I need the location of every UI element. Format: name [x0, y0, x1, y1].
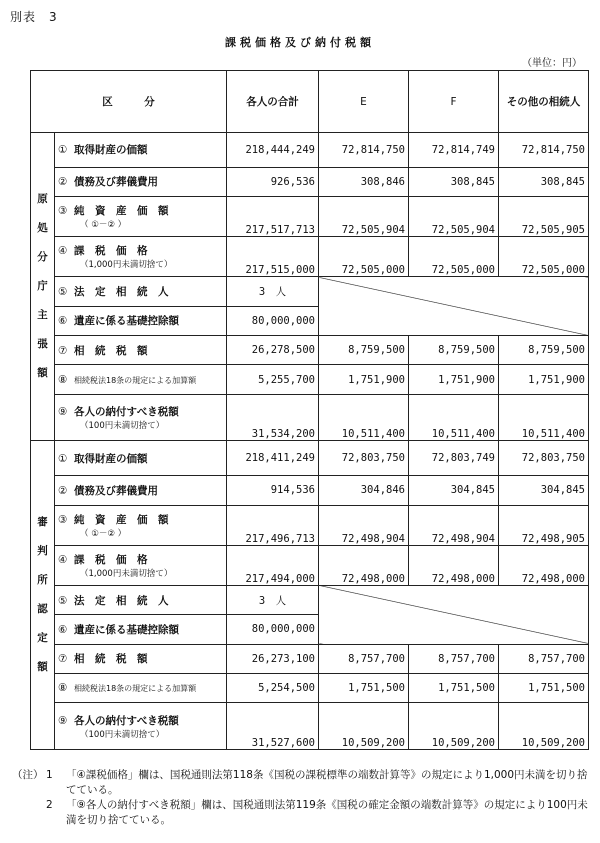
row-label-text: 遺産に係る基礎控除額: [74, 623, 179, 636]
notes-prefix: （注）: [12, 769, 44, 781]
table-row: [31, 644, 589, 673]
cell-f: 72,505,904: [409, 197, 499, 237]
cell-e: 72,498,904: [319, 505, 409, 545]
section-label-char: 庁: [37, 280, 48, 293]
note-number: 1: [46, 769, 53, 781]
row-label: [55, 505, 227, 545]
cell-f: 1,751,500: [409, 673, 499, 702]
cell-total: 218,411,249: [227, 441, 319, 476]
cell-f: 304,845: [409, 476, 499, 505]
cell-total: 217,517,713: [227, 197, 319, 237]
page-title: 課税価格及び納付税額: [225, 36, 375, 49]
header-total: 各人の合計: [227, 71, 319, 133]
row-label-text: 相 続 税 額: [74, 344, 148, 357]
row-sublabel: （ ①－② ）: [80, 528, 127, 539]
section-label-char: 分: [37, 251, 48, 264]
table-row: [31, 703, 589, 750]
cell-f: 72,498,000: [409, 545, 499, 585]
cell-e: 304,846: [319, 476, 409, 505]
row-label: [55, 133, 227, 168]
cell-total: 217,494,000: [227, 545, 319, 585]
section-label-char: 認: [37, 603, 48, 616]
section-label-char: 額: [37, 367, 48, 380]
row-label: [55, 197, 227, 237]
blank-diagonal-cell: [319, 277, 589, 336]
cell-total: 926,536: [227, 167, 319, 196]
cell-other: 72,505,000: [499, 237, 589, 277]
row-label-text: 相 続 税 額: [74, 653, 148, 666]
row-number: ③: [58, 205, 68, 218]
row-number: ③: [58, 513, 68, 526]
row-number: ⑨: [58, 406, 68, 419]
cell-total: 3 人: [227, 585, 319, 614]
row-number: ①: [58, 452, 68, 465]
row-sublabel: （ ①－② ）: [80, 220, 127, 231]
cell-e: 8,759,500: [319, 336, 409, 365]
row-label: [55, 476, 227, 505]
row-number: ⑨: [58, 714, 68, 727]
row-number: ⑧: [58, 373, 68, 386]
row-number: ①: [58, 144, 68, 157]
row-label-text: 債務及び葬儀費用: [74, 484, 158, 497]
header-f: F: [409, 71, 499, 133]
row-number: ⑤: [58, 594, 68, 607]
table-row: [31, 336, 589, 365]
cell-f: 308,845: [409, 167, 499, 196]
row-number: ②: [58, 176, 68, 189]
cell-e: 72,498,000: [319, 545, 409, 585]
row-label: [55, 365, 227, 394]
section-label-char: 主: [37, 309, 48, 322]
section-label-char: 処: [37, 222, 48, 235]
cell-total: 31,527,600: [227, 703, 319, 750]
row-label-text: 取得財産の価額: [74, 144, 148, 157]
row-label-text: 債務及び葬儀費用: [74, 176, 158, 189]
cell-e: 72,505,904: [319, 197, 409, 237]
section-label-char: 定: [37, 632, 48, 645]
cell-f: 72,498,904: [409, 505, 499, 545]
header-kubun: 区 分: [31, 71, 227, 133]
table-row: [31, 277, 589, 306]
section-label-char: 審: [37, 516, 48, 529]
cell-total: 5,255,700: [227, 365, 319, 394]
row-label-text: 各人の納付すべき税額: [74, 406, 179, 419]
table-row: [31, 545, 589, 585]
row-label: [55, 306, 227, 335]
row-label: [55, 167, 227, 196]
row-number: ⑧: [58, 682, 68, 695]
cell-total: 3 人: [227, 277, 319, 306]
cell-other: 304,845: [499, 476, 589, 505]
appendix-label: 別表 3: [10, 10, 58, 24]
cell-other: 72,498,905: [499, 505, 589, 545]
cell-other: 308,845: [499, 167, 589, 196]
cell-e: 10,511,400: [319, 394, 409, 441]
cell-e: 1,751,900: [319, 365, 409, 394]
row-sublabel: （100円未満切捨て）: [80, 729, 165, 740]
row-label: [55, 441, 227, 476]
section-label: [31, 133, 55, 441]
row-label: [55, 237, 227, 277]
row-label: [55, 336, 227, 365]
cell-f: 10,509,200: [409, 703, 499, 750]
table-row: [31, 585, 589, 614]
note-text: 「④課税価格」欄は、国税通則法第118条《国税の課税標準の端数計算等》の規定により1,000円未満を切り捨てている。: [66, 769, 588, 796]
section-label: [31, 441, 55, 750]
cell-f: 8,757,700: [409, 644, 499, 673]
note-number: 2: [46, 799, 53, 811]
cell-total: 31,534,200: [227, 394, 319, 441]
section-label-char: 原: [37, 193, 48, 206]
cell-total: 217,515,000: [227, 237, 319, 277]
row-number: ⑦: [58, 344, 68, 357]
cell-total: 80,000,000: [227, 615, 319, 644]
row-label: [55, 585, 227, 614]
section-label-char: 判: [37, 545, 48, 558]
blank-diagonal-cell: [319, 585, 589, 644]
table-row: [31, 365, 589, 394]
row-number: ②: [58, 484, 68, 497]
cell-e: 1,751,500: [319, 673, 409, 702]
unit-label: （単位：円）: [522, 58, 582, 69]
cell-e: 72,803,750: [319, 441, 409, 476]
cell-total: 217,496,713: [227, 505, 319, 545]
table-row: [31, 197, 589, 237]
cell-other: 72,505,905: [499, 197, 589, 237]
cell-e: 72,505,000: [319, 237, 409, 277]
section-label-char: 額: [37, 661, 48, 674]
cell-other: 72,803,750: [499, 441, 589, 476]
table-row: [31, 133, 589, 168]
row-number: ⑦: [58, 653, 68, 666]
table-row: [31, 441, 589, 476]
table-row: [31, 394, 589, 441]
notes: [12, 768, 592, 828]
cell-f: 8,759,500: [409, 336, 499, 365]
row-label-text: 遺産に係る基礎控除額: [74, 315, 179, 328]
cell-f: 72,505,000: [409, 237, 499, 277]
cell-other: 72,498,000: [499, 545, 589, 585]
note-text: 「⑨各人の納付すべき税額」欄は、国税通則法第119条《国税の確定金額の端数計算等》の規定により100円未満を切り捨てている。: [66, 799, 588, 826]
cell-e: 72,814,750: [319, 133, 409, 168]
cell-f: 72,814,749: [409, 133, 499, 168]
cell-other: 1,751,500: [499, 673, 589, 702]
row-label: [55, 394, 227, 441]
row-sublabel: （1,000円未満切捨て）: [80, 260, 173, 271]
table-row: [31, 476, 589, 505]
row-label: [55, 615, 227, 644]
cell-f: 1,751,900: [409, 365, 499, 394]
row-label-text: 相続税法18条の規定による加算額: [74, 375, 197, 385]
cell-other: 1,751,900: [499, 365, 589, 394]
note-item: [12, 798, 592, 828]
row-label-text: 純 資 産 価 額: [74, 513, 169, 526]
row-label: [55, 644, 227, 673]
row-label-text: 法 定 相 続 人: [74, 594, 169, 607]
cell-total: 218,444,249: [227, 133, 319, 168]
row-label-text: 取得財産の価額: [74, 452, 148, 465]
row-label: [55, 545, 227, 585]
section-label-char: 所: [37, 574, 48, 587]
note-item: [12, 768, 592, 798]
row-label-text: 法 定 相 続 人: [74, 286, 169, 299]
row-number: ⑥: [58, 315, 68, 328]
table-row: [31, 673, 589, 702]
cell-total: 914,536: [227, 476, 319, 505]
cell-other: 10,509,200: [499, 703, 589, 750]
cell-total: 26,278,500: [227, 336, 319, 365]
row-label: [55, 703, 227, 750]
cell-other: 72,814,750: [499, 133, 589, 168]
row-number: ⑥: [58, 623, 68, 636]
row-label: [55, 673, 227, 702]
cell-total: 80,000,000: [227, 306, 319, 335]
row-sublabel: （1,000円未満切捨て）: [80, 568, 173, 579]
cell-f: 72,803,749: [409, 441, 499, 476]
row-label-text: 相続税法18条の規定による加算額: [74, 684, 197, 694]
cell-other: 10,511,400: [499, 394, 589, 441]
cell-total: 26,273,100: [227, 644, 319, 673]
table-row: [31, 167, 589, 196]
cell-e: 308,846: [319, 167, 409, 196]
table-row: [31, 505, 589, 545]
cell-other: 8,757,700: [499, 644, 589, 673]
cell-e: 8,757,700: [319, 644, 409, 673]
row-label-text: 純 資 産 価 額: [74, 205, 169, 218]
row-label: [55, 277, 227, 306]
row-number: ⑤: [58, 286, 68, 299]
table-row: [31, 237, 589, 277]
tax-table: [30, 70, 589, 750]
row-label-text: 各人の納付すべき税額: [74, 714, 179, 727]
cell-f: 10,511,400: [409, 394, 499, 441]
section-label-char: 張: [37, 338, 48, 351]
cell-total: 5,254,500: [227, 673, 319, 702]
cell-e: 10,509,200: [319, 703, 409, 750]
header-other: その他の相続人: [499, 71, 589, 133]
row-number: ④: [58, 245, 68, 258]
row-label-text: 課 税 価 格: [74, 553, 148, 566]
row-label-text: 課 税 価 格: [74, 245, 148, 258]
row-sublabel: （100円未満切捨て）: [80, 421, 165, 432]
cell-other: 8,759,500: [499, 336, 589, 365]
row-number: ④: [58, 553, 68, 566]
header-e: E: [319, 71, 409, 133]
